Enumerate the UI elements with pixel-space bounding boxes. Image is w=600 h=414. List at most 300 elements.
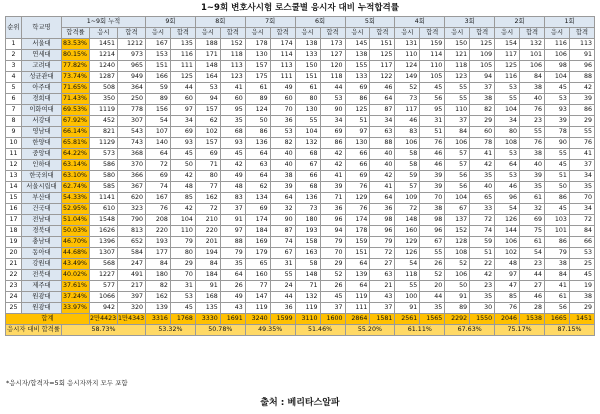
round-applicants-cell: 56	[445, 182, 470, 193]
round-applicants-cell: 77	[245, 281, 270, 292]
round-passed-cell: 36	[370, 204, 395, 215]
round-applicants-cell: 184	[245, 226, 270, 237]
table-row	[6, 226, 595, 237]
round-applicants-cell: 66	[345, 149, 370, 160]
round-passed-cell: 40	[520, 94, 545, 105]
round-passed-cell: 38	[420, 204, 445, 215]
round-passed-cell: 29	[320, 259, 345, 270]
round-applicants-cell: 116	[495, 72, 520, 83]
round-applicants-cell: 111	[345, 303, 370, 314]
round-passed-cell: 87	[370, 105, 395, 116]
round-applicants-cell: 41	[545, 281, 570, 292]
round-applicants-cell: 102	[495, 248, 520, 259]
applicants-subheader: 응시	[195, 28, 220, 39]
rate-cell: 66.14%	[62, 127, 90, 138]
round-applicants-cell: 69	[195, 149, 220, 160]
round-passed-cell: 42	[470, 270, 495, 281]
round-applicants-cell: 91	[195, 281, 220, 292]
passed-cell: 364	[118, 83, 146, 94]
rank-cell: 5	[6, 83, 22, 94]
round-applicants-cell: 116	[545, 39, 570, 50]
round-passed-cell: 45	[569, 270, 594, 281]
round-applicants-cell: 56	[545, 303, 570, 314]
round-applicants-cell: 148	[395, 215, 420, 226]
round-passed-cell: 64	[370, 193, 395, 204]
school-cell: 제주대	[22, 281, 62, 292]
passed-subheader: 합격	[170, 28, 195, 39]
round-applicants-cell: 66	[295, 171, 320, 182]
round-applicants-cell: 124	[245, 105, 270, 116]
round-applicants-cell: 124	[395, 61, 420, 72]
rank-cell: 15	[6, 193, 22, 204]
round-applicants-cell: 78	[545, 127, 570, 138]
passed-cell: 949	[118, 72, 146, 83]
round-passed-cell: 86	[569, 105, 594, 116]
applicants-cell: 1119	[90, 105, 118, 116]
round-applicants-cell: 62	[245, 182, 270, 193]
round-passed-cell: 53	[170, 292, 195, 303]
school-cell: 충남대	[22, 237, 62, 248]
school-cell: 원광대	[22, 292, 62, 303]
round-applicants-cell: 58	[395, 149, 420, 160]
school-cell: 연세대	[22, 50, 62, 61]
round-passed-cell: 38	[520, 149, 545, 160]
sumrate-round: 87.15%	[545, 325, 595, 336]
round-passed-cell: 38	[470, 94, 495, 105]
round-applicants-cell: 64	[245, 149, 270, 160]
table-row	[6, 50, 595, 61]
round-passed-cell: 110	[420, 61, 445, 72]
round-applicants-cell: 104	[295, 127, 320, 138]
round-applicants-cell: 119	[295, 303, 320, 314]
round-passed-cell: 63	[370, 270, 395, 281]
applicants-subheader: 응시	[90, 28, 118, 39]
rank-cell: 4	[6, 72, 22, 83]
round-passed-cell: 31	[270, 259, 295, 270]
round-passed-cell: 39	[420, 182, 445, 193]
round-passed-cell: 33	[470, 204, 495, 215]
round-applicants-cell: 53	[495, 171, 520, 182]
passed-cell: 543	[118, 127, 146, 138]
rate-cell: 52.95%	[62, 204, 90, 215]
school-cell: 인하대	[22, 160, 62, 171]
round-passed-cell: 113	[220, 61, 245, 72]
round-passed-cell: 93	[170, 138, 195, 149]
stats-table-container	[5, 16, 595, 336]
passed-cell: 368	[118, 149, 146, 160]
round-applicants-cell: 159	[345, 237, 370, 248]
round-applicants-cell: 130	[295, 105, 320, 116]
round-passed-cell: 111	[270, 72, 295, 83]
round-passed-cell: 75	[520, 226, 545, 237]
round-passed-cell: 60	[170, 94, 195, 105]
round-passed-cell: 40	[520, 160, 545, 171]
round-applicants-cell: 148	[295, 270, 320, 281]
rank-cell: 16	[6, 204, 22, 215]
round-applicants-cell: 103	[545, 215, 570, 226]
round-applicants-cell: 106	[445, 138, 470, 149]
round-passed-cell: 42	[470, 160, 495, 171]
applicants-cell: 1214	[90, 50, 118, 61]
round-applicants-cell: 80	[495, 127, 520, 138]
table-row	[6, 116, 595, 127]
passed-cell: 307	[118, 116, 146, 127]
rank-cell: 1	[6, 39, 22, 50]
round-passed-cell: 60	[220, 94, 245, 105]
round-applicants-cell: 90	[545, 138, 570, 149]
round-passed-cell: 42	[170, 171, 195, 182]
round-passed-cell: 65	[470, 193, 495, 204]
applicants-cell: 573	[90, 149, 118, 160]
round-applicants-cell: 178	[245, 39, 270, 50]
round-applicants-cell: 68	[295, 149, 320, 160]
applicants-subheader: 응시	[445, 28, 470, 39]
round-applicants-cell: 106	[445, 270, 470, 281]
round-applicants-cell: 84	[195, 259, 220, 270]
round-passed-cell: 37	[220, 204, 245, 215]
round-passed-cell: 98	[420, 215, 445, 226]
round-passed-cell: 37	[370, 303, 395, 314]
applicants-cell: 577	[90, 281, 118, 292]
round-applicants-cell: 80	[295, 94, 320, 105]
round-passed-cell: 59	[470, 237, 495, 248]
round-passed-cell: 79	[170, 237, 195, 248]
round-passed-cell: 41	[220, 83, 245, 94]
round-header: 7회	[245, 17, 295, 28]
round-passed-cell: 80	[170, 248, 195, 259]
school-cell: 한양대	[22, 138, 62, 149]
rank-cell: 25	[6, 303, 22, 314]
round-applicants-cell: 64	[245, 171, 270, 182]
round-applicants-cell: 138	[345, 50, 370, 61]
round-passed-cell: 54	[520, 248, 545, 259]
round-applicants-cell: 167	[146, 39, 171, 50]
rate-cell: 65.81%	[62, 138, 90, 149]
round-passed-cell: 48	[170, 182, 195, 193]
round-applicants-cell: 76	[345, 182, 370, 193]
round-passed-cell: 76	[569, 138, 594, 149]
round-passed-cell: 94	[320, 226, 345, 237]
round-applicants-cell: 117	[395, 105, 420, 116]
round-passed-cell: 34	[569, 204, 594, 215]
rank-cell: 18	[6, 226, 22, 237]
round-applicants-cell: 174	[245, 215, 270, 226]
round-passed-cell: 83	[220, 193, 245, 204]
round-passed-cell: 55	[270, 270, 295, 281]
round-applicants-cell: 51	[545, 171, 570, 182]
round-passed-cell: 44	[420, 292, 445, 303]
round-applicants-cell: 72	[195, 204, 220, 215]
round-applicants-cell: 38	[545, 259, 570, 270]
round-passed-cell: 64	[220, 270, 245, 281]
round-applicants-cell: 179	[245, 248, 270, 259]
school-cell: 부산대	[22, 193, 62, 204]
passed-cell: 366	[118, 171, 146, 182]
table-row	[6, 149, 595, 160]
round-passed-cell: 45	[170, 303, 195, 314]
round-applicants-cell: 53	[195, 83, 220, 94]
round-passed-cell: 63	[370, 127, 395, 138]
round-passed-cell: 97	[170, 105, 195, 116]
round-passed-cell: 64	[370, 94, 395, 105]
round-applicants-cell: 50	[245, 116, 270, 127]
round-applicants-cell: 125	[345, 105, 370, 116]
round-passed-cell: 78	[470, 138, 495, 149]
round-passed-cell: 152	[220, 39, 245, 50]
round-applicants-cell: 68	[295, 182, 320, 193]
round-passed-cell: 34	[569, 171, 594, 182]
total-round-passed: 1538	[520, 314, 545, 325]
round-passed-cell: 91	[220, 215, 245, 226]
round-applicants-cell: 156	[146, 105, 171, 116]
rate-cell: 63.10%	[62, 171, 90, 182]
round-applicants-cell: 59	[395, 171, 420, 182]
round-applicants-cell: 133	[295, 50, 320, 61]
round-applicants-cell: 53	[495, 149, 520, 160]
round-applicants-cell: 106	[545, 50, 570, 61]
applicants-cell: 610	[90, 204, 118, 215]
round-applicants-cell: 132	[295, 292, 320, 303]
rate-cell: 77.82%	[62, 61, 90, 72]
round-passed-cell: 46	[520, 292, 545, 303]
passed-subheader: 합격	[118, 28, 146, 39]
round-applicants-cell: 97	[495, 270, 520, 281]
round-passed-cell: 72	[470, 215, 495, 226]
round-passed-cell: 116	[170, 50, 195, 61]
round-passed-cell: 159	[420, 39, 445, 50]
round-applicants-cell: 86	[545, 193, 570, 204]
round-applicants-cell: 83	[395, 127, 420, 138]
rate-cell: 67.92%	[62, 116, 90, 127]
round-applicants-cell: 135	[195, 303, 220, 314]
passed-cell: 320	[118, 303, 146, 314]
round-passed-cell: 60	[470, 127, 495, 138]
round-applicants-cell: 58	[295, 259, 320, 270]
round-passed-cell: 42	[320, 149, 345, 160]
table-row	[6, 171, 595, 182]
round-applicants-cell: 125	[495, 61, 520, 72]
round-passed-cell: 125	[170, 72, 195, 83]
round-passed-cell: 55	[520, 127, 545, 138]
round-passed-cell: 40	[370, 149, 395, 160]
round-applicants-cell: 98	[545, 61, 570, 72]
round-applicants-cell: 97	[345, 127, 370, 138]
round-passed-cell: 23	[470, 281, 495, 292]
round-applicants-cell: 69	[245, 204, 270, 215]
round-passed-cell: 61	[520, 237, 545, 248]
round-passed-cell: 34	[320, 116, 345, 127]
total-round-applicants: 2561	[395, 314, 420, 325]
round-applicants-cell: 106	[495, 237, 520, 248]
round-passed-cell: 41	[569, 149, 594, 160]
round-applicants-cell: 89	[445, 303, 470, 314]
round-passed-cell: 42	[220, 160, 245, 171]
round-passed-cell: 79	[220, 248, 245, 259]
table-row	[6, 61, 595, 72]
cumulative-header: 1~9회 누적	[62, 17, 146, 28]
applicants-cell: 821	[90, 127, 118, 138]
sumrate-round: 61.11%	[395, 325, 445, 336]
applicants-cell: 1141	[90, 193, 118, 204]
round-applicants-cell: 180	[146, 270, 171, 281]
total-passed: 1만4343	[118, 314, 146, 325]
total-applicants: 2만4423	[90, 314, 118, 325]
round-passed-cell: 34	[170, 116, 195, 127]
round-passed-cell: 43	[370, 292, 395, 303]
round-passed-cell: 110	[170, 226, 195, 237]
round-applicants-cell: 148	[195, 61, 220, 72]
round-applicants-cell: 45	[545, 160, 570, 171]
round-passed-cell: 51	[470, 248, 495, 259]
round-passed-cell: 74	[470, 226, 495, 237]
round-passed-cell: 74	[270, 237, 295, 248]
round-applicants-cell: 71	[195, 160, 220, 171]
round-applicants-cell: 66	[345, 160, 370, 171]
round-applicants-cell: 64	[345, 281, 370, 292]
school-cell: 강원대	[22, 259, 62, 270]
table-row	[6, 215, 595, 226]
round-applicants-cell: 67	[295, 160, 320, 171]
table-body	[6, 39, 595, 336]
passed-cell: 790	[118, 215, 146, 226]
round-passed-cell: 46	[370, 83, 395, 94]
round-applicants-cell: 54	[495, 204, 520, 215]
round-applicants-cell: 64	[495, 160, 520, 171]
round-passed-cell: 37	[470, 83, 495, 94]
applicants-cell: 1548	[90, 215, 118, 226]
round-applicants-cell: 128	[445, 237, 470, 248]
table-row	[6, 72, 595, 83]
rank-cell: 22	[6, 270, 22, 281]
sumrate-round: 49.35%	[245, 325, 295, 336]
rank-cell: 23	[6, 281, 22, 292]
round-applicants-cell: 151	[295, 72, 320, 83]
school-cell: 중앙대	[22, 149, 62, 160]
round-passed-cell: 21	[370, 281, 395, 292]
sumrate-round: 51.46%	[295, 325, 345, 336]
passed-cell: 247	[118, 259, 146, 270]
round-passed-cell: 101	[520, 50, 545, 61]
total-round-applicants: 2292	[445, 314, 470, 325]
round-applicants-cell: 101	[545, 226, 570, 237]
round-passed-cell: 151	[370, 39, 395, 50]
total-round-applicants: 2864	[345, 314, 370, 325]
source-credit: 출처 : 베리타스알파	[260, 398, 340, 408]
round-applicants-cell: 47	[495, 281, 520, 292]
round-passed-cell: 45	[420, 83, 445, 94]
round-applicants-cell: 201	[195, 237, 220, 248]
table-row	[6, 160, 595, 171]
applicants-subheader: 응시	[545, 28, 570, 39]
round-applicants-cell: 96	[495, 193, 520, 204]
rank-cell: 6	[6, 94, 22, 105]
round-applicants-cell: 64	[146, 149, 171, 160]
round-passed-cell: 49	[220, 171, 245, 182]
round-applicants-cell: 139	[345, 270, 370, 281]
table-row	[6, 270, 595, 281]
round-applicants-cell: 210	[195, 215, 220, 226]
round-applicants-cell: 37	[445, 116, 470, 127]
round-passed-cell: 70	[270, 105, 295, 116]
round-passed-cell: 95	[220, 105, 245, 116]
round-applicants-cell: 76	[495, 303, 520, 314]
round-applicants-cell: 48	[495, 259, 520, 270]
round-applicants-cell: 104	[445, 193, 470, 204]
passed-cell: 367	[118, 182, 146, 193]
applicants-cell: 1287	[90, 72, 118, 83]
sumrate-round: 53.32%	[146, 325, 196, 336]
table-row	[6, 303, 595, 314]
header-row-sub	[6, 28, 595, 39]
round-passed-cell: 67	[270, 248, 295, 259]
total-row	[6, 314, 595, 325]
round-applicants-cell: 126	[395, 248, 420, 259]
round-passed-cell: 96	[420, 226, 445, 237]
round-passed-cell: 69	[320, 127, 345, 138]
round-passed-cell: 52	[320, 270, 345, 281]
rank-cell: 21	[6, 259, 22, 270]
table-row	[6, 83, 595, 94]
round-passed-cell: 51	[420, 127, 445, 138]
table-row	[6, 39, 595, 50]
round-passed-cell: 118	[220, 50, 245, 61]
round-passed-cell: 105	[470, 61, 495, 72]
passed-cell: 973	[118, 50, 146, 61]
round-applicants-cell: 194	[195, 248, 220, 259]
round-passed-cell: 44	[520, 270, 545, 281]
round-applicants-cell: 84	[545, 270, 570, 281]
rate-cell: 62.74%	[62, 182, 90, 193]
round-passed-cell: 125	[370, 50, 395, 61]
round-applicants-cell: 145	[345, 39, 370, 50]
round-applicants-cell: 55	[295, 116, 320, 127]
page-title: 1~9회 변호사시험 로스쿨별 응시자 대비 누적합격률	[201, 3, 399, 13]
round-passed-cell: 41	[320, 171, 345, 182]
round-passed-cell: 117	[370, 61, 395, 72]
applicants-cell: 1307	[90, 248, 118, 259]
round-applicants-cell: 106	[395, 138, 420, 149]
sumrate-cumulative: 58.73%	[62, 325, 146, 336]
passed-cell: 1212	[118, 39, 146, 50]
applicants-cell: 1451	[90, 39, 118, 50]
round-header: 2회	[495, 17, 545, 28]
school-cell: 고려대	[22, 61, 62, 72]
rate-cell: 69.53%	[62, 105, 90, 116]
round-passed-cell: 39	[270, 182, 295, 193]
round-applicants-cell: 129	[345, 193, 370, 204]
round-passed-cell: 68	[220, 127, 245, 138]
round-passed-cell: 96	[370, 226, 395, 237]
round-applicants-cell: 55	[545, 149, 570, 160]
round-passed-cell: 29	[170, 259, 195, 270]
rate-cell: 40.02%	[62, 270, 90, 281]
round-applicants-cell: 89	[146, 94, 171, 105]
round-applicants-cell: 136	[245, 138, 270, 149]
rate-cell: 71.65%	[62, 83, 90, 94]
footnote: *응시자/합격자=5회 응시자까지 모두 포함	[6, 379, 128, 387]
table-row	[6, 94, 595, 105]
round-passed-cell: 93	[220, 138, 245, 149]
sumrate-round: 55.20%	[345, 325, 395, 336]
table-row	[6, 182, 595, 193]
applicants-cell: 1626	[90, 226, 118, 237]
round-applicants-cell: 76	[146, 204, 171, 215]
passed-cell: 813	[118, 226, 146, 237]
round-applicants-cell: 59	[146, 83, 171, 94]
round-passed-cell: 40	[470, 182, 495, 193]
passed-cell: 323	[118, 204, 146, 215]
applicants-cell: 1129	[90, 138, 118, 149]
